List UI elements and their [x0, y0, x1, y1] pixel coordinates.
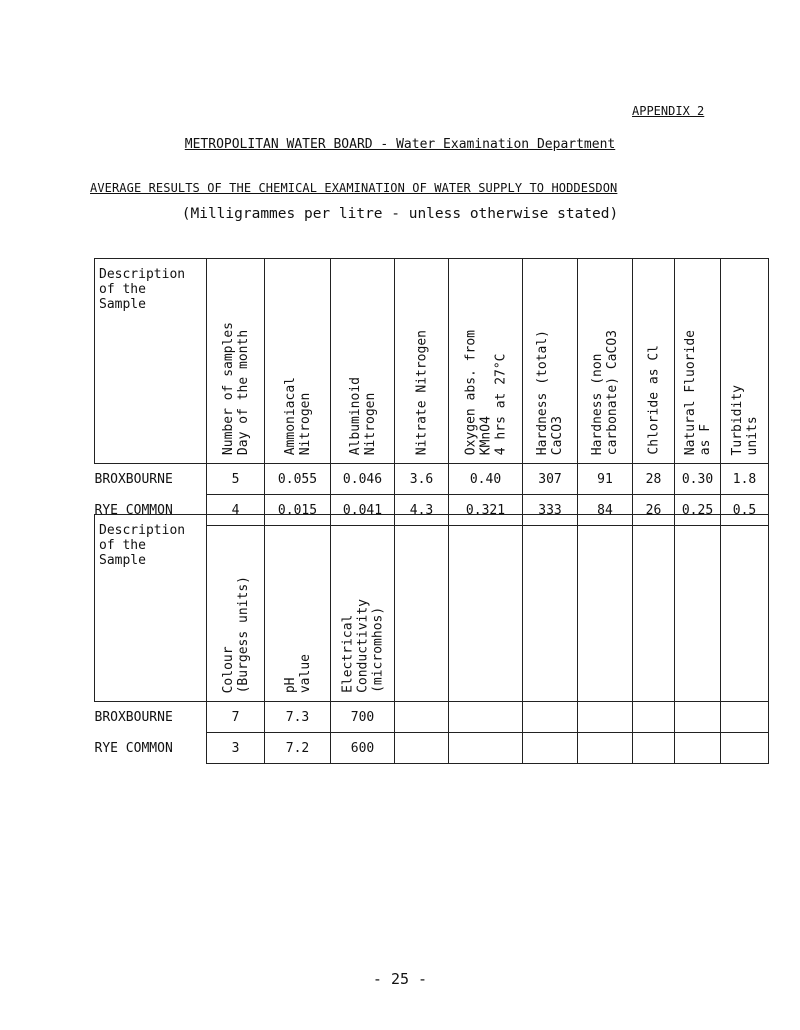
empty-cell	[523, 733, 578, 764]
table-cell: 3.6	[395, 464, 449, 495]
table-cell: 26	[633, 495, 675, 526]
header-row	[95, 515, 769, 702]
table-row	[95, 702, 769, 733]
empty-header	[675, 515, 721, 702]
column-header	[633, 259, 675, 464]
appendix-label: APPENDIX 2	[632, 104, 705, 118]
column-header-text: pH value	[282, 653, 313, 693]
results-table-1	[94, 258, 769, 526]
empty-cell	[721, 702, 769, 733]
empty-header	[523, 515, 578, 702]
table-cell: 0.321	[449, 495, 523, 526]
column-header-text: Nitrate Nitrogen	[414, 329, 429, 455]
empty-cell	[721, 733, 769, 764]
table-cell: 0.055	[265, 464, 331, 495]
table-cell: 0.015	[265, 495, 331, 526]
column-header	[265, 259, 331, 464]
column-header	[207, 515, 265, 702]
empty-header	[395, 515, 449, 702]
empty-cell	[523, 702, 578, 733]
org-title: METROPOLITAN WATER BOARD - Water Examination Department	[184, 137, 616, 152]
table-cell: 1.8	[721, 464, 769, 495]
table-cell: 333	[523, 495, 578, 526]
table-cell: 3	[207, 733, 265, 764]
column-header	[523, 259, 578, 464]
column-header-text: Natural Fluoride as F	[682, 329, 713, 455]
row-label: BROXBOURNE	[95, 464, 207, 495]
empty-cell	[675, 702, 721, 733]
column-header-text: Ammoniacal Nitrogen	[282, 376, 313, 455]
table-cell: 0.046	[331, 464, 395, 495]
description-header: Description of the Sample	[95, 259, 207, 464]
table-cell: 7.3	[265, 702, 331, 733]
row-label: BROXBOURNE	[95, 702, 207, 733]
column-header-text: Hardness (total) CaCO3	[535, 329, 565, 455]
header-row	[95, 259, 769, 464]
table-cell: 0.041	[331, 495, 395, 526]
table-cell: 700	[331, 702, 395, 733]
page-number: - 25 -	[372, 970, 428, 988]
empty-cell	[578, 702, 633, 733]
column-header-text: Number of samples Day of the month	[220, 321, 251, 455]
row-label: RYE COMMON	[95, 495, 207, 526]
empty-cell	[449, 702, 523, 733]
column-header-text: Hardness (non carbonate) CaCO3	[590, 329, 620, 455]
empty-cell	[449, 733, 523, 764]
column-header	[331, 259, 395, 464]
table-row	[95, 733, 769, 764]
column-header	[207, 259, 265, 464]
table-cell: 4.3	[395, 495, 449, 526]
empty-header	[449, 515, 523, 702]
empty-cell	[395, 733, 449, 764]
table-cell: 91	[578, 464, 633, 495]
table-cell: 0.5	[721, 495, 769, 526]
column-header-text: Chloride as Cl	[646, 345, 661, 455]
column-header-text: Turbidity units	[729, 384, 760, 455]
column-header	[449, 259, 523, 464]
table-cell: 7.2	[265, 733, 331, 764]
column-header	[578, 259, 633, 464]
document-title: AVERAGE RESULTS OF THE CHEMICAL EXAMINATION OF WATER SUPPLY TO HODDESDON	[90, 181, 618, 195]
column-header-text: Electrical Conductivity (micromhos)	[340, 599, 385, 693]
table-cell: 0.25	[675, 495, 721, 526]
empty-header	[721, 515, 769, 702]
column-header	[265, 515, 331, 702]
table-cell: 28	[633, 464, 675, 495]
column-header-text: Albuminoid Nitrogen	[347, 376, 378, 455]
column-header	[395, 259, 449, 464]
empty-cell	[675, 733, 721, 764]
empty-cell	[633, 733, 675, 764]
column-header	[675, 259, 721, 464]
row-label: RYE COMMON	[95, 733, 207, 764]
table-cell: 5	[207, 464, 265, 495]
empty-header	[578, 515, 633, 702]
empty-cell	[578, 733, 633, 764]
table-cell: 0.40	[449, 464, 523, 495]
table-cell: 0.30	[675, 464, 721, 495]
description-header: Description of the Sample	[95, 515, 207, 702]
table-cell: 84	[578, 495, 633, 526]
table-cell: 4	[207, 495, 265, 526]
column-header	[721, 259, 769, 464]
empty-cell	[633, 702, 675, 733]
column-header	[331, 515, 395, 702]
table-cell: 7	[207, 702, 265, 733]
table-row	[95, 464, 769, 495]
empty-cell	[395, 702, 449, 733]
units-note: (Milligrammes per litre - unless otherwise stated)	[181, 206, 619, 222]
table-cell: 307	[523, 464, 578, 495]
column-header-text: Colour (Burgess units)	[220, 575, 251, 693]
empty-header	[633, 515, 675, 702]
results-table-2	[94, 514, 769, 764]
table-cell: 600	[331, 733, 395, 764]
column-header-text: Oxygen abs. from KMnO4 4 hrs at 27°C	[463, 329, 508, 455]
